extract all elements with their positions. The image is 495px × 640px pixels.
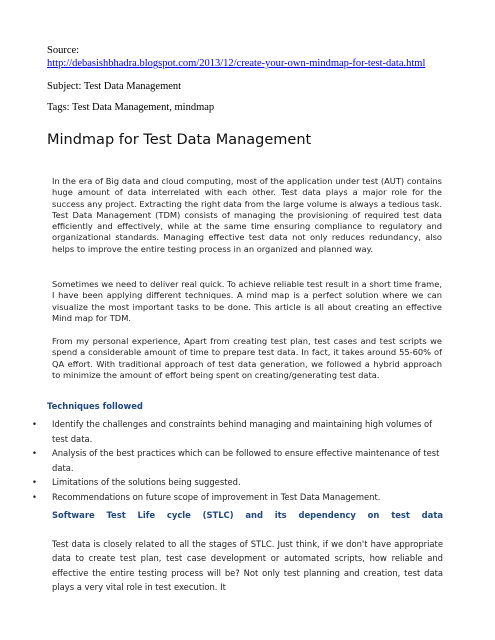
bullet-icon: • — [32, 448, 37, 458]
source-label: Source: — [47, 45, 80, 56]
techniques-heading: Techniques followed — [47, 401, 143, 411]
stlc-heading: Software Test Life cycle (STLC) and its dependency on test data — [52, 510, 443, 520]
list-item-text: Analysis of the best practices which can be followed to ensure effective maintenance of test data. — [52, 448, 440, 473]
list-item-text: Limitations of the solutions being suggested. — [52, 477, 241, 487]
list-item — [32, 475, 444, 490]
tags-line: Tags: Test Data Management, mindmap — [47, 102, 215, 113]
source-link[interactable]: http://debasishbhadra.blogspot.com/2013/12/create-your-own-mindmap-for-test-data.html — [47, 58, 426, 69]
list-item-text: Recommendations on future scope of improvement in Test Data Management. — [52, 491, 381, 502]
article-title: Mindmap for Test Data Management — [47, 132, 312, 148]
list-item-text: Identify the challenges and constraints behind managing and maintaining high volumes of test data. — [52, 419, 433, 444]
techniques-list — [32, 417, 444, 504]
list-item — [32, 446, 444, 475]
paragraph-experience: From my personal experience, Apart from creating test plan, test cases and test scripts we spend a considerable amount of time to prepare test data. In fact, it takes around 55-60% of QA effort. With traditional approach of test data generation, we followed a hybrid approach to minimize the amount of effort being spent on creating/generating test data. — [52, 336, 442, 380]
subject-line: Subject: Test Data Management — [47, 81, 182, 92]
source-link-line — [47, 58, 425, 69]
paragraph-intro: In the era of Big data and cloud computing, most of the application under test (AUT) contains huge amount of data interrelated with each other. Test data plays a major role for the success any project. Extracting the right data from the large volume is always a tedious task. Test Data Management (TDM) consists of managing the provisioning of required test data efficiently and effectively, while at the same time ensuring compliance to regulatory and organizational standards. Managing effective test data not only reduces redundancy, also helps to improve the entire testing process in an organized and planned way. — [52, 176, 442, 254]
list-item — [32, 490, 444, 505]
paragraph-mindmap: Sometimes we need to deliver real quick. To achieve reliable test result in a short time frame, I have been applying different techniques. A mind map is a perfect solution where we can visualize the most important tasks to be done. This article is all about creating an effective Mind map for TDM. — [52, 279, 442, 323]
paragraph-stlc: Test data is closely related to all the stages of STLC. Just think, if we don't have appropriate data to create test plan, test case development or automated scripts, how reliable and effective the entire testing process will be? Not only test planning and creation, test data plays a very vital role in test execution. It — [52, 539, 443, 592]
bullet-icon: • — [32, 491, 37, 502]
list-item — [32, 417, 444, 446]
bullet-icon: • — [32, 477, 37, 487]
bullet-icon: • — [32, 419, 37, 429]
